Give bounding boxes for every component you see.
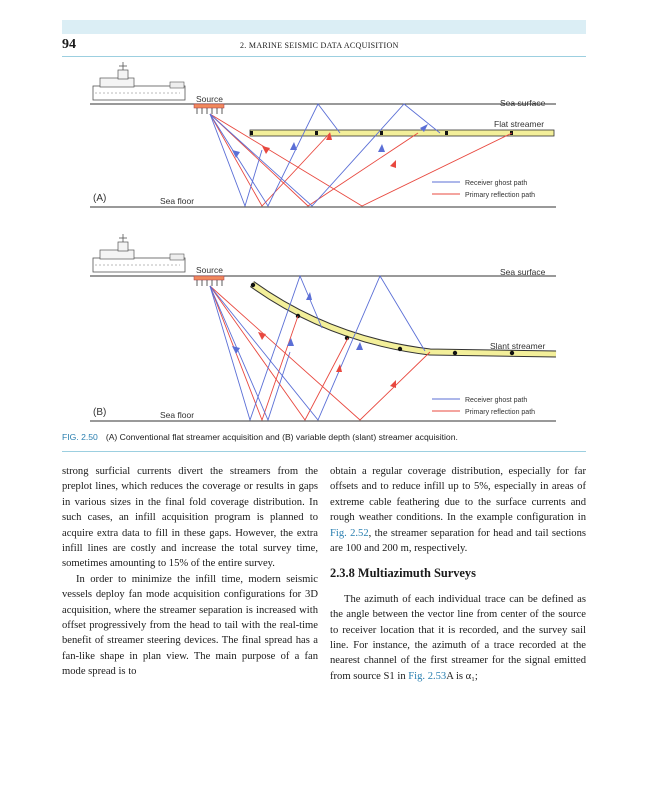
right-paragraph-1: [330, 464, 586, 556]
panel-a: [90, 62, 556, 207]
fig-2-53-link[interactable]: Fig. 2.53: [408, 670, 447, 682]
right-paragraph-2-text-a: The azimuth of each individual trace can be defined as the angle between the vector line from center of the source to receiver location that it is recorded, and the survey sail line. For instance, the azimuth of a trace recorded at the nearest channel of the first streamer for the signal emitted from source S1 in: [330, 593, 586, 682]
left-column: [62, 464, 318, 680]
streamer-label-a: Flat streamer: [494, 119, 545, 129]
panel-label-b: (B): [93, 407, 107, 418]
figure-caption-label: FIG. 2.50: [62, 432, 98, 442]
sea-floor-label-b: Sea floor: [160, 410, 195, 420]
right-paragraph-2: [330, 592, 586, 684]
sea-surface-label-a: Sea surface: [500, 98, 546, 108]
receiver-ghost-paths-a: [210, 104, 440, 206]
left-paragraph-2: In order to minimize the infill time, modern seismic vessels deploy fan mode acquisition configurations for 3D acquisition, where the streamer separation is increased with offset progressively from the head to tail with the real-time benefit of streamer steering devices. The final spread has a fan-like shape in plan view. The main purpose of a fan mode spread is to: [62, 573, 318, 678]
vessel-a-illustration: [93, 62, 185, 100]
section-heading: 2.3.8 Multiazimuth Surveys: [330, 566, 476, 581]
panel-label-a: (A): [93, 193, 107, 204]
right-paragraph-2-text-b: A is α₁;: [446, 670, 478, 682]
primary-reflection-paths-b: [210, 286, 430, 420]
source-array-a: [194, 104, 224, 114]
figure-caption-text: (A) Conventional flat streamer acquisition and (B) variable depth (slant) streamer acquisition.: [105, 432, 458, 442]
figure-caption: [62, 432, 586, 442]
legend-primary-label-b: Primary reflection path: [465, 409, 536, 416]
page-number: 94: [62, 37, 76, 52]
legend-a: [432, 180, 535, 199]
source-label-b: Source: [196, 265, 223, 275]
right-paragraph-1-text-b: , the streamer separation for head and tail sections are 100 and 200 m, respectively.: [330, 527, 587, 555]
source-label-a: Source: [196, 94, 223, 104]
right-column: [330, 464, 586, 684]
left-paragraph-1: strong surficial currents divert the streamers from the preplot lines, which reduces the coverage or results in gaps in various sizes in the final fold coverage distribution. In such cases, an infill acquisition program is planned to acquire extra data to fill in these gaps. However, the extra infill lines are costly and increase the total survey time, sometimes amounting to 15% of the entire survey.: [62, 466, 318, 570]
fig-2-52-link[interactable]: Fig. 2.52: [330, 527, 369, 539]
legend-primary-label-a: Primary reflection path: [465, 192, 536, 199]
sea-floor-label-a: Sea floor: [160, 196, 195, 206]
sea-surface-label-b: Sea surface: [500, 267, 546, 277]
panel-b: [90, 234, 556, 421]
legend-receiver-label-a: Receiver ghost path: [465, 180, 528, 187]
vessel-b-illustration: [93, 234, 185, 272]
streamer-label-b: Slant streamer: [490, 341, 546, 351]
right-paragraph-1-text-a: obtain a regular coverage distribution, especially for far offsets and to reduce infill up to 5%, especially in areas of extreme cable feathering due to the surface currents and rough weather conditions. In the example configuration in: [330, 466, 586, 524]
caption-divider: [62, 451, 586, 452]
legend-receiver-label-b: Receiver ghost path: [465, 397, 528, 404]
running-head: 2. MARINE SEISMIC DATA ACQUISITION: [240, 41, 399, 50]
source-array-b: [194, 276, 224, 286]
legend-b: [432, 397, 535, 416]
